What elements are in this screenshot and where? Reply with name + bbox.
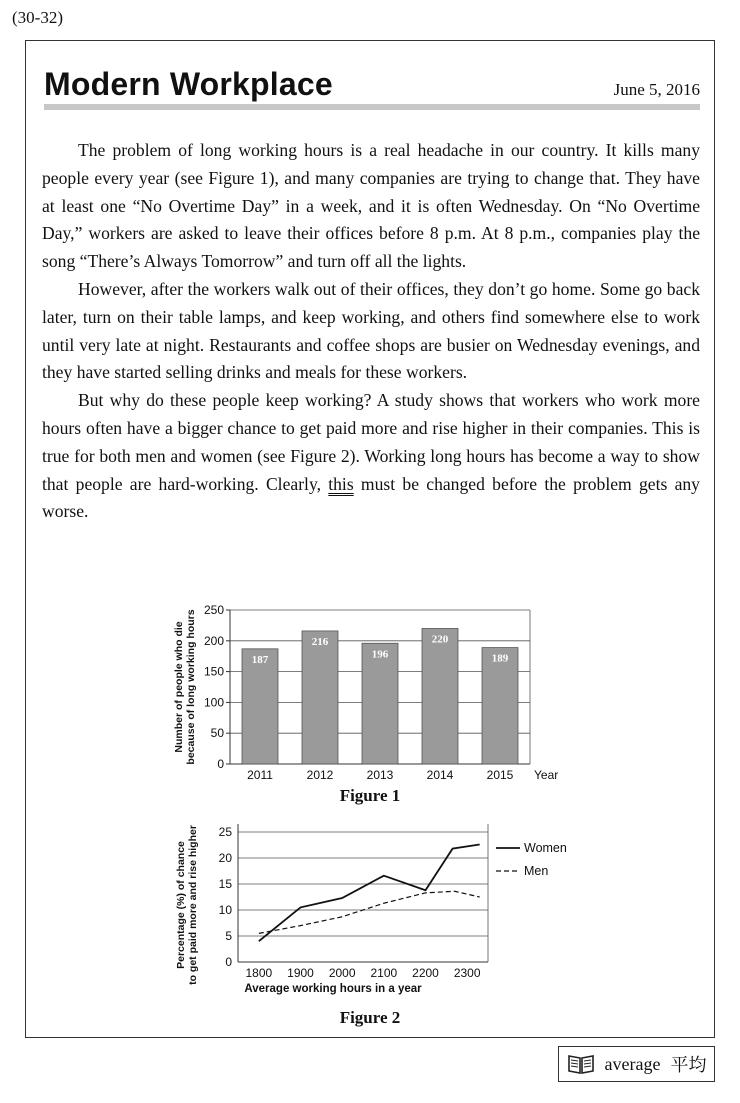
- x-tick-label: 2100: [370, 966, 398, 980]
- bar: [242, 649, 278, 764]
- title-divider: [44, 104, 700, 110]
- y-tick-label: 100: [203, 695, 224, 710]
- figure-2-line-chart: [160, 820, 600, 1008]
- x-tick-label: 2014: [426, 768, 454, 782]
- x-axis-label: Average working hours in a year: [244, 983, 422, 995]
- page-label: (30-32): [12, 8, 63, 27]
- y-tick-label: 25: [218, 825, 232, 839]
- paragraph-1: The problem of long working hours is a real headache in our country. It kills many people every year (see Figure 1), and many companies are trying to change that. They have at least one “No Overtime Day” in a week, and it is often Wednesday. On “No Overtime Day,” workers are asked to leave their offices before 8 p.m. At 8 p.m., companies play the song “There’s Always Tomorrow” and turn off all the lights.: [42, 140, 700, 272]
- gloss-word: average: [604, 1053, 661, 1074]
- paragraph-3: [42, 387, 700, 526]
- bar-value-label: 196: [371, 648, 389, 661]
- headline: Modern Workplace: [44, 66, 333, 102]
- y-tick-label: 150: [203, 664, 224, 679]
- vocabulary-gloss: [558, 1046, 715, 1082]
- x-tick-label: 2015: [486, 768, 514, 782]
- x-tick-label: 2200: [412, 966, 439, 980]
- x-tick-label: 2000: [328, 966, 356, 980]
- x-tick-label: 2300: [453, 966, 481, 980]
- y-axis-label-line-2: because of long working hours: [185, 609, 197, 765]
- x-tick-label: 1900: [287, 966, 314, 980]
- figure-1-caption: Figure 1: [339, 786, 401, 805]
- paragraph-3-text: But why do these people keep working? A study shows that workers who work more hours often have a bigger chance to get paid more and rise higher in their companies. This is true for both men and women (see Figure 2). Working long hours has become a way to show that people are hard-working. Clearly,: [42, 390, 700, 494]
- article-body: [42, 137, 700, 526]
- bar-value-label: 189: [491, 652, 509, 665]
- y-axis-label: [173, 609, 197, 764]
- y-tick-label: 5: [225, 929, 232, 943]
- x-tick-label: 1800: [245, 966, 273, 980]
- y-tick-label: 20: [218, 851, 232, 865]
- bar: [362, 643, 398, 764]
- underlined-this: this: [328, 473, 354, 494]
- bar: [422, 628, 458, 764]
- figure-1-bar-chart: [160, 596, 580, 788]
- y-tick-label: 15: [218, 877, 232, 891]
- book-icon: [567, 1053, 595, 1075]
- paragraph-2: However, after the workers walk out of their offices, they don’t go home. Some go back later, turn on their table lamps, and keep working, and others find somewhere else to work until very late at night. Restaurants and coffee shops are busier on Wednesday evenings, and they have started selling drinks and meals for these workers.: [42, 278, 700, 383]
- y-tick-label: 0: [225, 955, 232, 969]
- y-tick-label: 250: [203, 603, 224, 617]
- y-tick-label: 50: [210, 726, 224, 741]
- y-axis-label-line-1: Percentage (%) of chance: [175, 841, 187, 969]
- publication-date: June 5, 2016: [613, 80, 700, 99]
- series-line-men: [259, 891, 480, 933]
- y-axis-label-line-2: to get paid more and rise higher: [187, 825, 199, 985]
- legend-label-men: Men: [524, 864, 549, 878]
- gloss-translation: 平均: [670, 1055, 707, 1075]
- y-axis-label: [175, 825, 199, 985]
- x-tick-label: 2011: [247, 768, 273, 782]
- bar-value-label: 216: [311, 635, 329, 648]
- x-axis-label: Year: [534, 768, 559, 782]
- y-tick-label: 200: [203, 633, 224, 648]
- x-tick-label: 2012: [306, 768, 334, 782]
- figure-2-caption: Figure 2: [339, 1008, 401, 1027]
- bar: [302, 631, 338, 764]
- y-tick-label: 10: [218, 903, 232, 917]
- y-axis-label-line-1: Number of people who die: [173, 621, 185, 753]
- bar: [482, 648, 518, 764]
- paragraph-3-end: must be changed before the problem gets any worse.: [42, 473, 700, 522]
- legend-label-women: Women: [524, 841, 567, 855]
- bar-value-label: 220: [431, 633, 449, 646]
- x-tick-label: 2013: [366, 768, 394, 782]
- y-tick-label: 0: [217, 757, 224, 771]
- bar-value-label: 187: [251, 653, 269, 666]
